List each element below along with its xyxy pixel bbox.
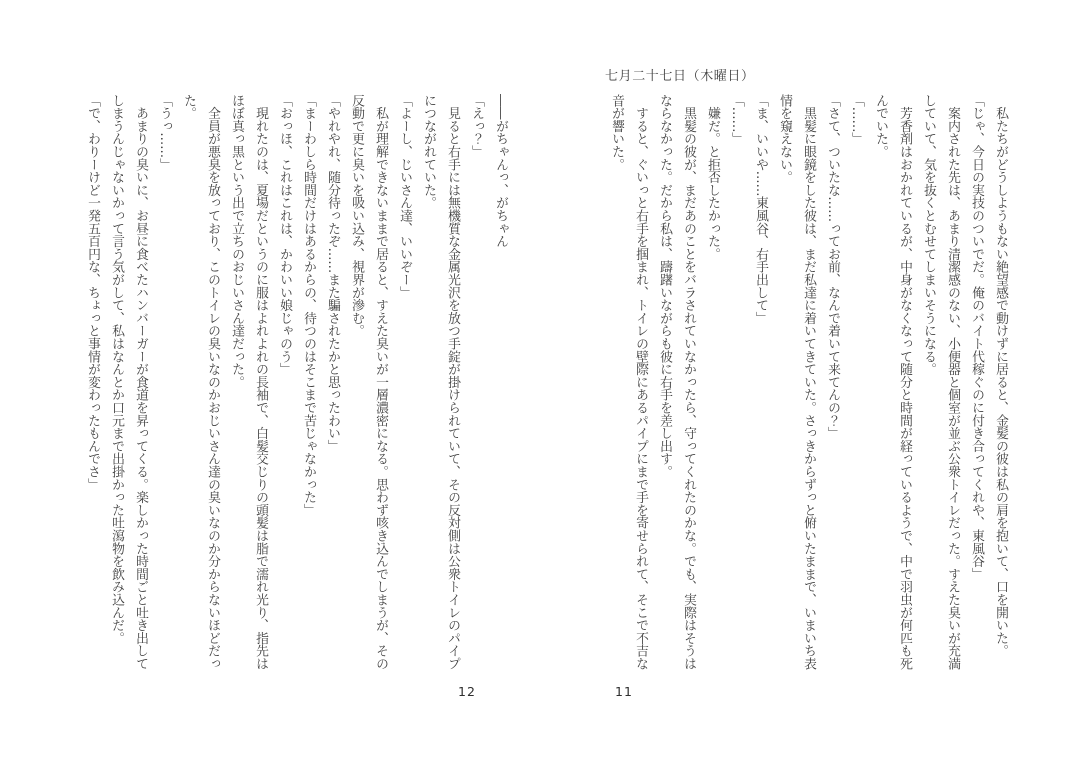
- text-line: 嫌だ。と拒否したかった。: [705, 94, 720, 261]
- text-line: ――がちゃんっ、がちゃん: [493, 94, 508, 248]
- text-line: 反動で更に臭いを吸い込み、視界が滲む。: [349, 94, 364, 338]
- text-line: 私たちがどうしようもない絶望感で動けずに居ると、金髪の彼は私の肩を抱いて、口を開いた。: [993, 94, 1008, 658]
- page-number-11: 11: [615, 684, 633, 699]
- text-line: んでいた。: [873, 94, 888, 158]
- text-line: 「……」: [849, 94, 864, 146]
- text-line: 「……」: [729, 94, 744, 146]
- text-line: た。: [181, 94, 196, 120]
- text-line: あまりの臭いに、お昼に食べたハンバーガーが食道を昇ってくる。楽しかった時間ごと吐き出して: [133, 94, 148, 670]
- text-line: しまうんじゃないかって言う気がして、私はなんとか口元まで出掛かった吐瀉物を飲み込んだ。: [109, 94, 124, 645]
- page-12-text: [80, 94, 512, 674]
- text-line: していて、気を抜くとむせてしまいそうになる。: [921, 94, 936, 376]
- text-line: 「まーわしら時間だけはあるからの、待つのはそこまで苦じゃなかった」: [301, 94, 316, 517]
- text-line: 案内された先は、あまり清潔感のない、小便器と個室が並ぶ公衆トイレだった。すえた臭いが充満: [945, 94, 960, 670]
- text-line: 黒髪の彼が、まだあのことをバラされていなかったら、守ってくれたのかな。でも、実際はそうは: [681, 94, 696, 670]
- text-line: 「えっ？」: [469, 94, 484, 158]
- page-number-12: 12: [458, 684, 476, 699]
- text-line: につながれていた。: [421, 94, 436, 210]
- text-line: 「よーし、じいさん達、いいぞー」: [397, 94, 412, 299]
- text-line: 芳香剤はおかれているが、中身がなくなって随分と時間が経っているようで、中で羽虫が何匹も死: [897, 94, 912, 670]
- page-11-text: [604, 94, 1012, 674]
- text-line: 「じゃ、今日の実技のついでだ。俺のバイト代稼ぐのに付き合ってくれや、東風谷」: [969, 94, 984, 581]
- text-line: 情を窺えない。: [777, 94, 792, 184]
- text-line: ならなかった。だから私は、躊躇いながらも彼に右手を差し出す。: [657, 94, 672, 478]
- text-line: 全員が悪臭を放っており、このトイレの臭いなのかおじいさん達の臭いなのか分からないほどだっ: [205, 94, 220, 670]
- text-line: ほぼ真っ黒という出で立ちのおじいさん達だった。: [229, 94, 244, 389]
- text-line: 「ま、いいや……東風谷、右手出して」: [753, 94, 768, 325]
- text-line: 「で、わりーけど一発五百円な、ちょっと事情が変わったもんでさ」: [85, 94, 100, 491]
- text-line: 「おっほ、これはこれは、かわいい娘じゃのう」: [277, 94, 292, 376]
- text-line: 「さて、ついたな……ってお前、なんで着いて来てんの？」: [825, 94, 840, 440]
- text-line: 黒髪に眼鏡をした彼は、まだ私達に着いてきていた。さっきからずっと俯いたままで、いまいち表: [801, 94, 816, 670]
- text-line: 現れたのは、夏場だというのに服はよれよれの長袖で、白髪交じりの頭髪は脂で濡れ光り、指先は: [253, 94, 268, 670]
- diary-date-header: 七月二十七日（木曜日）: [605, 69, 755, 84]
- text-line: 見ると右手には無機質な金属光沢を放つ手錠が掛けられていて、その反対側は公衆トイレのパイプ: [445, 94, 460, 670]
- text-line: すると、ぐいっと右手を掴まれ、トイレの壁際にあるパイプにまで手を寄せられて、そこで不吉な: [633, 94, 648, 670]
- text-line: 「うっ……」: [157, 94, 172, 171]
- text-line: 「やれやれ、随分待ったぞ……また騙されたかと思ったわい」: [325, 94, 340, 453]
- text-line: 私が理解できないままで居ると、すえた臭いが一層濃密になる。思わず咳き込んでしまうが、その: [373, 94, 388, 670]
- text-line: 音が響いた。: [609, 94, 624, 171]
